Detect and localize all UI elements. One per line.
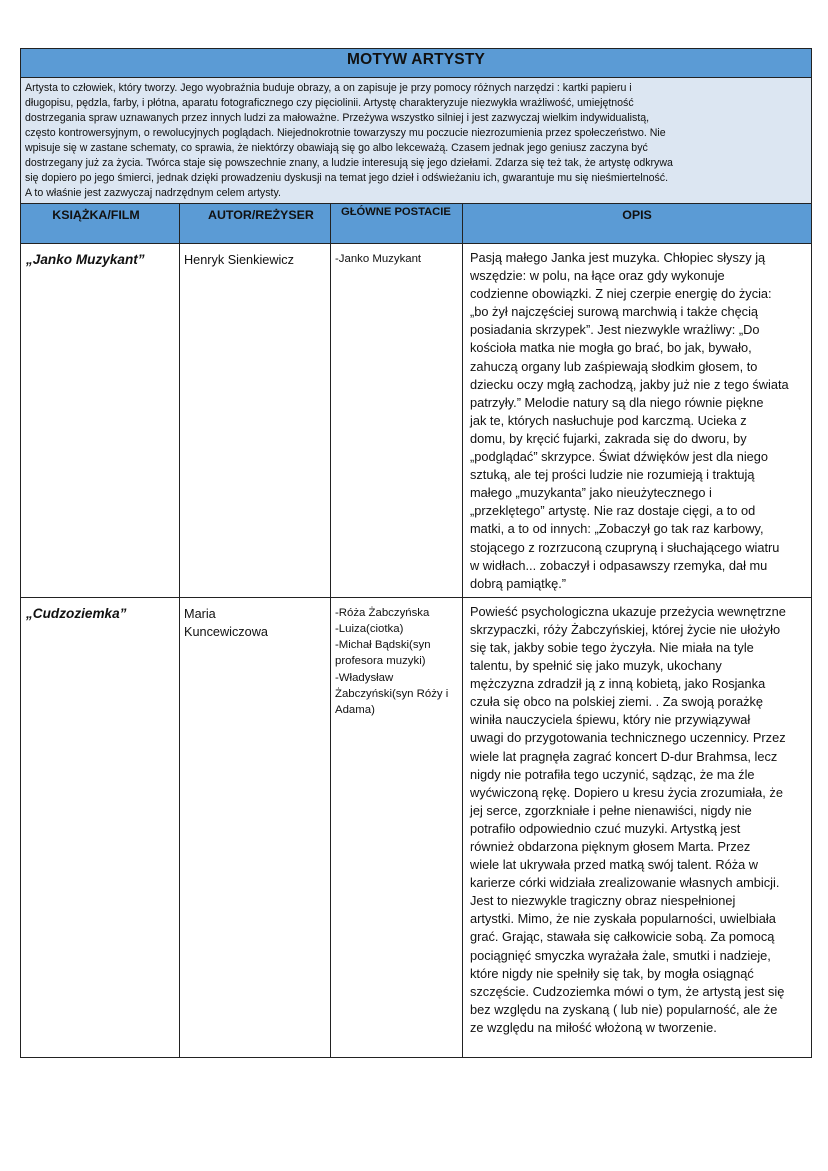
column-header-author: AUTOR/REŻYSER (180, 204, 331, 244)
intro-paragraph (21, 78, 812, 204)
character-item: -Janko Muzykant (335, 253, 422, 265)
intro-line: się dopiero po jego śmierci, jednak dzięki prowadzeniu dyskusji na temat jego dzieł i odświeżaniu ich, gwarantuje mu się nieśmiertelność. (25, 172, 669, 184)
description-line: „bo żył najczęściej surową marchwią i także chęcią (470, 304, 759, 320)
character-item: profesora muzyki) (335, 655, 426, 668)
description-line: dziecku oczy mgłą zachodzą, jakby już nie z tego świata (470, 376, 789, 392)
character-item: -Władysław (335, 671, 394, 684)
description-line: grać. Grając, stawała się całkowicie sobą. Za pomocą (470, 929, 775, 945)
motif-table (20, 48, 812, 1058)
description-line: pociągnięć smyczka wyrażała żale, smutki i nadzieje, (470, 947, 771, 963)
description-line: Pasją małego Janka jest muzyka. Chłopiec słyszy ją (470, 250, 766, 265)
description-line: codzienne obowiązki. Z niej czerpie energię do życia: (470, 286, 772, 302)
description-line: małego „muzykanta” jako nieużytecznego i (470, 485, 712, 501)
description-line: matki, a to od innych: „Zobaczył go tak raz karbowy, (470, 521, 764, 537)
intro-line: dostrzegania spraw uznawanych przez innych ludzi za małoważne. Przeżywa wszystko silniej i jest zazwyczaj wielkim indywidualistą, (25, 112, 650, 124)
description-line: wyćwiczoną rękę. Dopiero u kresu życia zrozumiała, że (470, 784, 783, 800)
description-line: dobrą pamiątkę.” (470, 575, 567, 591)
table-row (21, 244, 812, 598)
description-line: Powieść psychologiczna ukazuje przeżycia wewnętrzne (470, 603, 786, 619)
description-line: skrzypaczki, róży Żabczyńskiej, której życie nie ułożyło (470, 621, 781, 637)
description-line: szczęście. Cudzoziemka mówi o tym, że artystą jest się (470, 983, 785, 999)
description-line: kościoła matka nie mogła go brać, bo jak, bywało, (470, 340, 752, 356)
description-line: artystki. Mimo, że nie zyskała popularności, uwielbiała (470, 911, 776, 927)
characters-list (331, 597, 463, 1057)
description-line: posiadania skrzypek”. Jest niezwykle wrażliwy: „Do (470, 322, 760, 338)
table-title: MOTYW ARTYSTY (21, 49, 812, 78)
description-line: Jest to niezwykle tragiczny obraz niespełnionej (470, 893, 736, 909)
description-line: potrafiło odpowiednio czuć muzyki. Artystką jest (470, 820, 741, 836)
book-title: „Cudzoziemka” (21, 597, 180, 1057)
intro-line: często kontrowersyjnym, o rewolucyjnych poglądach. Niejednokrotnie towarzyszy mu poczucie niezrozumienia przez społeczeństwo. Nie (25, 127, 666, 139)
description-text (463, 597, 812, 1057)
description-text (463, 244, 812, 598)
description-line: sztuką, ale tej prości ludzie nie rozumieją i traktują (470, 467, 755, 483)
description-line: się tak, jakby sobie tego życzyła. Nie miała na tyle (470, 639, 754, 655)
description-line: w widłach... zobaczył i odpasawszy rzemyka, dał mu (470, 557, 768, 573)
description-line: patrzyły.” Melodie natury są dla niego równie piękne (470, 394, 764, 410)
description-line: uwagi do przygotowania technicznego uczennicy. Przez (470, 730, 786, 746)
description-line: nigdy nie potrafiła tego uczynić, sądząc, że ma źle (470, 766, 755, 782)
column-header-characters: GŁÓWNE POSTACIE (331, 204, 463, 244)
description-line: „przeklętego” artystę. Nie raz dostaje cięgi, a to od (470, 503, 756, 519)
characters-list (331, 244, 463, 598)
table-row (21, 597, 812, 1057)
description-line: zahuczą organy lub zaśpiewają słodkim głosem, to (470, 358, 758, 374)
character-item: -Luiza(ciotka) (335, 622, 404, 635)
book-title: „Janko Muzykant” (21, 244, 180, 598)
description-line: mężczyzna zdradził ją z inną kobietą, jako Rosjanka (470, 676, 766, 692)
column-header-description: OPIS (463, 204, 812, 244)
description-line: talentu, by spełnić się jako muzyk, ukochany (470, 658, 722, 674)
description-line: czuła się obco na polskiej ziemi. . Za swoją porażkę (470, 694, 764, 710)
description-line: „podglądać” skrzypce. Świat dźwięków jest dla niego (470, 449, 769, 465)
description-line: jej serce, zgorzkniałe i pełne nienawiści, nigdy nie (470, 802, 752, 818)
author-name (180, 597, 331, 1057)
description-line: które nigdy nie spełniły się tak, by mogła osiągnąć (470, 965, 754, 981)
column-header-book: KSIĄŻKA/FILM (21, 204, 180, 244)
document-page (20, 48, 811, 1058)
intro-line: Artysta to człowiek, który tworzy. Jego wyobraźnia buduje obrazy, a on zapisuje je przy pomocy różnych narzędzi : kartki papieru i (25, 82, 632, 94)
character-item: Żabczyński(syn Róży i (335, 687, 449, 700)
description-line: wiele lat pragnęła zagrać koncert D-dur Brahmsa, lecz (470, 748, 778, 764)
author-name: Henryk Sienkiewicz (180, 244, 331, 598)
description-line: domu, by kręcić fujarki, zakrada się do dworu, by (470, 430, 747, 446)
description-line: winiła nauczyciela śpiewu, który nie przywiązywał (470, 712, 751, 728)
description-line: wszędzie: w polu, na łące oraz gdy wykonuje (470, 268, 725, 284)
intro-line: wpisuje się w zastane schematy, co sprawia, że niektórzy obawiają się go albo lekceważą. Czasem jednak jego geniusz zaczyna być (25, 142, 648, 154)
description-line: wiele lat ukrywała przed matką swój talent. Róża w (470, 857, 759, 873)
description-line: również obdarzona pięknym głosem Marta. Przez (470, 839, 751, 854)
description-line: karierze córki widziała zrealizowanie własnych ambicji. (470, 875, 780, 891)
author-name-line: Maria (184, 606, 216, 621)
character-item: Adama) (335, 704, 375, 716)
character-item: -Róża Żabczyńska (335, 606, 430, 619)
description-line: ze względu na miłość włożoną w tworzenie. (470, 1019, 717, 1035)
description-line: jak te, których nasłuchuje pod karczmą. Ucieka z (470, 412, 747, 428)
description-line: bez względu na zyskaną ( lub nie) popularność, ale że (470, 1001, 778, 1017)
character-item: -Michał Bądski(syn (335, 639, 431, 652)
author-name-line: Kuncewiczowa (184, 624, 268, 639)
intro-line: A to właśnie jest zazwyczaj nadrzędnym celem artysty. (25, 187, 281, 199)
intro-line: długopisu, pędzla, farby, i płótna, aparatu fotograficznego czy pięciolinii. Artystę charakteryzuje niezwykła wrażliwość, umiejętność (25, 97, 634, 109)
intro-line: dostrzegany już za życia. Twórca staje się powszechnie znany, a ludzie interesują się jego dziełami. Zdarza się też tak, że artystę odkrywa (25, 157, 673, 169)
description-line: stojącego z rozrzuconą czupryną i słuchającego wiatru (470, 539, 780, 555)
